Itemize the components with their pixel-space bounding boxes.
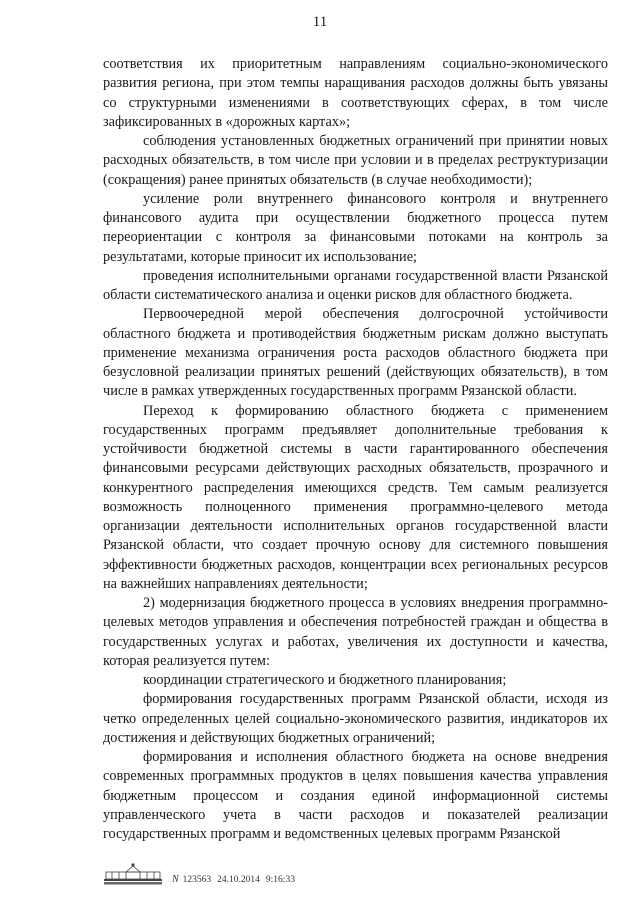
- registration-date: 24.10.2014: [217, 875, 260, 885]
- registration-number: 123563: [182, 875, 212, 885]
- paragraph: соответствия их приоритетным направлениям социально-экономического развития региона, при этом темпы наращивания расходов должны быть увязаны со структурными изменениями в соответствующих сферах, в том числе зафиксированных в «дорожных картах»;: [103, 56, 608, 130]
- paragraph: координации стратегического и бюджетного планирования;: [143, 672, 507, 688]
- paragraph: Переход к формированию областного бюджета с применением государственных программ предъявляет дополнительные требования к устойчивости бюджетной системы в части гарантированного обеспечения финансовыми ресурсами действующих расходных обязательств, прозрачного и конкурентного распределения имеющихся средств. Тем самым реализуется возможность полноценного применения программно-целевого метода организации деятельности исполнительных органов государственной власти Рязанской области, что создает прочную основу для системного повышения эффективности бюджетных расходов, концентрации всех региональных ресурсов на важнейших направлениях деятельности;: [103, 402, 608, 592]
- government-building-logo: [102, 863, 164, 885]
- paragraph: формирования и исполнения областного бюджета на основе внедрения современных программных продуктов в целях повышения качества управления бюджетным процессом и создания единой информационной системы управленческого учета в части расходов и показателей реализации государственных программ и ведомственных целевых программ Рязанской: [103, 749, 608, 842]
- paragraph: соблюдения установленных бюджетных ограничений при принятии новых расходных обязательств, в том числе при условии и в пределах реструктуризации (сокращения) ранее принятых обязательств (в случае необходимости);: [103, 133, 608, 188]
- paragraph: формирования государственных программ Рязанской области, исходя из четко определенных целей социально-экономического развития, индикаторов их достижения и действующих бюджетных ограничений;: [103, 691, 608, 746]
- paragraph: Первоочередной мерой обеспечения долгосрочной устойчивости областного бюджета и противодействия бюджетным рискам должно выступать применение механизма ограничения роста расходов областного бюджета при безусловной реализации принятых решений (действующих обязательств), в том числе в рамках утвержденных государственных программ Рязанской области.: [103, 306, 608, 400]
- document-footer: [102, 863, 301, 885]
- registration-mark: N: [172, 874, 179, 885]
- paragraph: усиление роли внутреннего финансового контроля и внутреннего финансового аудита при осуществлении бюджетного процесса путем переориентации с контроля за финансовыми потоками на контроль за результатами, которые приносит их использование;: [103, 190, 608, 265]
- document-body: [103, 55, 608, 844]
- paragraph: проведения исполнительными органами государственной власти Рязанской области систематического анализа и оценки рисков для областного бюджета.: [103, 267, 608, 303]
- registration-time: 9:16:33: [265, 875, 295, 885]
- page-number: 11: [312, 14, 328, 30]
- paragraph: 2) модернизация бюджетного процесса в условиях внедрения программно-целевых методов управления и обеспечения потребностей граждан и общества в государственных услугах и работах, увеличения их доступности и качества, которая реализуется путем:: [103, 595, 608, 669]
